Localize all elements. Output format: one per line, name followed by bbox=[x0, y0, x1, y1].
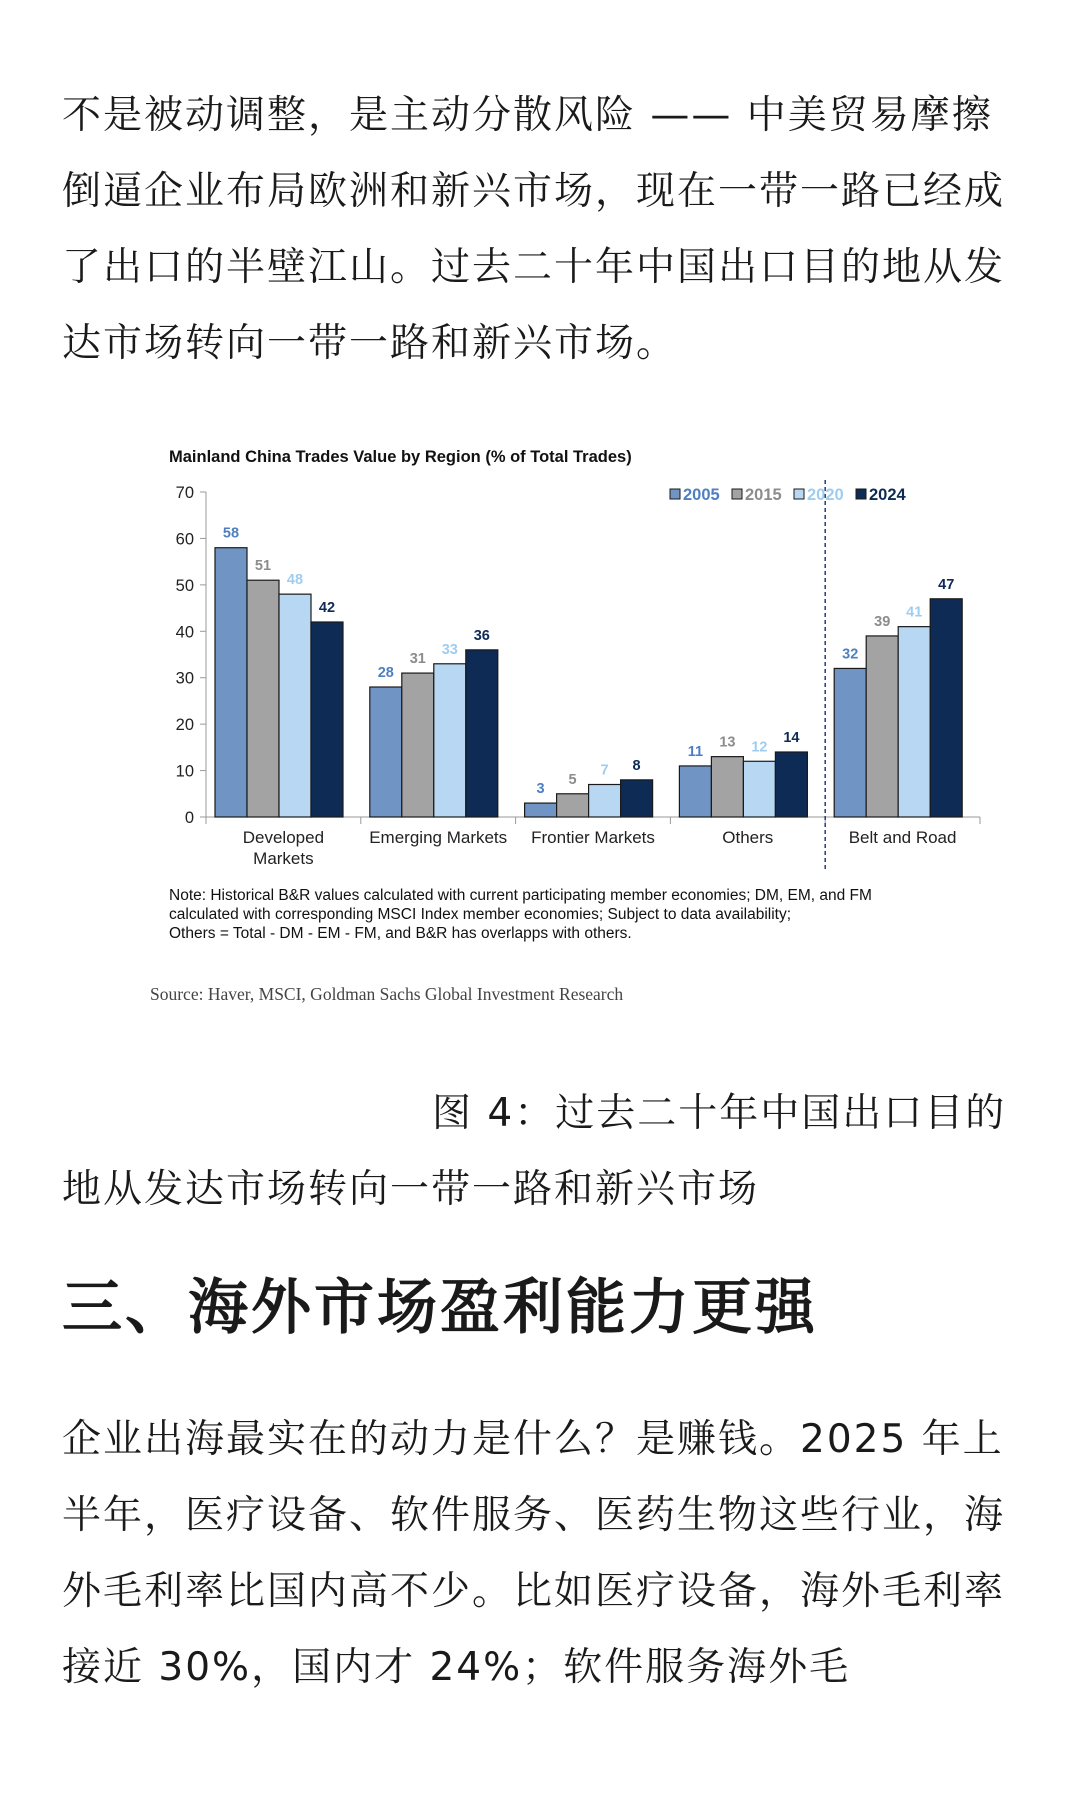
bar bbox=[589, 785, 621, 818]
legend-swatch bbox=[856, 489, 866, 499]
y-tick-label: 70 bbox=[175, 484, 194, 502]
data-label: 13 bbox=[719, 734, 736, 751]
data-label: 58 bbox=[222, 525, 240, 542]
y-tick-label: 20 bbox=[175, 716, 194, 735]
data-label: 32 bbox=[842, 646, 859, 663]
y-tick-label: 60 bbox=[175, 530, 194, 549]
bar bbox=[215, 548, 247, 817]
x-category-label: Markets bbox=[253, 849, 314, 868]
bar-chart bbox=[140, 440, 1000, 880]
data-label: 36 bbox=[473, 627, 490, 644]
bar bbox=[466, 650, 498, 817]
data-label: 8 bbox=[632, 757, 641, 774]
legend-swatch bbox=[794, 489, 804, 499]
data-label: 5 bbox=[568, 771, 577, 788]
legend-label: 2005 bbox=[683, 486, 720, 504]
data-label: 41 bbox=[906, 604, 923, 621]
y-tick-label: 50 bbox=[175, 576, 194, 595]
chart-note-line: Others = Total - DM - EM - FM, and B&R has overlapps with others. bbox=[169, 925, 632, 942]
bar bbox=[743, 761, 775, 817]
figure-4 bbox=[140, 440, 1000, 1030]
chart-note-line: calculated with corresponding MSCI Index member economies; Subject to data availability; bbox=[169, 906, 792, 923]
bar bbox=[247, 580, 279, 817]
chart-note-line: Note: Historical B&R values calculated with current participating member economies; DM, EM, and FM bbox=[169, 887, 872, 904]
x-category-label: Emerging Markets bbox=[369, 828, 508, 847]
chart-title: Mainland China Trades Value by Region (% of Total Trades) bbox=[169, 448, 632, 466]
section-heading: 三、海外市场盈利能力更强 bbox=[62, 1273, 818, 1343]
y-tick-label: 0 bbox=[184, 809, 194, 827]
legend-swatch bbox=[732, 489, 742, 499]
bar bbox=[866, 636, 898, 817]
y-tick-label: 40 bbox=[175, 623, 194, 642]
legend-label: 2020 bbox=[807, 486, 844, 504]
bar bbox=[679, 766, 711, 817]
data-label: 31 bbox=[409, 651, 426, 668]
chart-note bbox=[169, 886, 969, 943]
bar bbox=[557, 794, 589, 817]
bar bbox=[279, 594, 311, 817]
data-label: 51 bbox=[254, 558, 272, 575]
bar bbox=[402, 673, 434, 817]
data-label: 7 bbox=[600, 762, 609, 779]
bar bbox=[311, 622, 343, 817]
bar bbox=[834, 668, 866, 817]
legend-label: 2024 bbox=[869, 486, 906, 504]
bar bbox=[434, 664, 466, 817]
data-label: 33 bbox=[441, 641, 458, 658]
bar bbox=[621, 780, 653, 817]
data-label: 48 bbox=[286, 572, 304, 589]
x-category-label: Frontier Markets bbox=[531, 828, 655, 847]
y-tick-label: 30 bbox=[175, 669, 194, 688]
x-category-label: Belt and Road bbox=[848, 828, 957, 847]
bar bbox=[775, 752, 807, 817]
data-label: 12 bbox=[751, 739, 768, 756]
legend-label: 2015 bbox=[745, 486, 782, 504]
bar bbox=[898, 627, 930, 817]
figure-caption: 图 4：过去二十年中国出口目的地从发达市场转向一带一路和新兴市场 bbox=[62, 1091, 1007, 1212]
x-category-label: Developed bbox=[242, 828, 325, 847]
data-label: 42 bbox=[318, 600, 336, 616]
body-paragraph: 企业出海最实在的动力是什么？是赚钱。2025 年上半年，医疗设备、软件服务、医药生物这些行业，海外毛利率比国内高不少。比如医疗设备，海外毛利率接近 30%，国内才 24%；软件服务海外毛 bbox=[62, 1417, 1006, 1690]
data-label: 47 bbox=[938, 576, 955, 593]
data-label: 11 bbox=[687, 743, 704, 760]
x-category-label: Others bbox=[722, 828, 774, 847]
bar bbox=[930, 599, 962, 817]
data-label: 14 bbox=[783, 730, 800, 746]
bar bbox=[525, 803, 557, 817]
data-label: 3 bbox=[536, 781, 545, 798]
intro-paragraph: 不是被动调整，是主动分散风险 —— 中美贸易摩擦倒逼企业布局欧洲和新兴市场，现在一带一路已经成了出口的半壁江山。过去二十年中国出口目的地从发达市场转向一带一路和新兴市场。 bbox=[62, 93, 1006, 366]
bar bbox=[370, 687, 402, 817]
y-tick-label: 10 bbox=[175, 762, 194, 781]
data-label: 39 bbox=[874, 613, 891, 630]
data-label: 28 bbox=[377, 665, 394, 681]
bar bbox=[711, 757, 743, 817]
legend-swatch bbox=[670, 489, 680, 499]
chart-source: Source: Haver, MSCI, Goldman Sachs Global Investment Research bbox=[150, 984, 624, 1004]
